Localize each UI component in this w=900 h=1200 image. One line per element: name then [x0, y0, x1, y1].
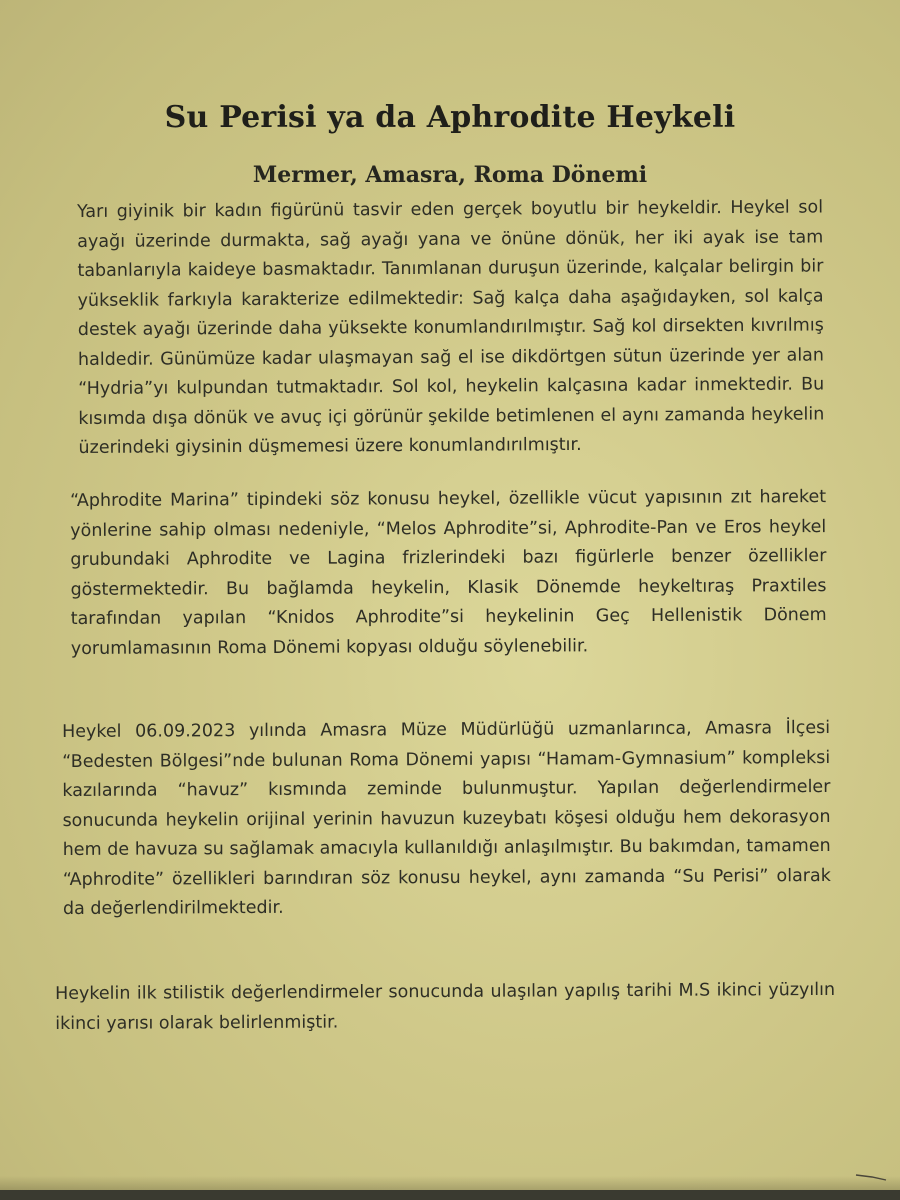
plaque-title: Su Perisi ya da Aphrodite Heykeli [164, 100, 736, 136]
plaque-subtitle: Mermer, Amasra, Roma Dönemi [252, 162, 648, 189]
dating-paragraph: Heykelin ilk stilistik değerlendirmeler sonucunda ulaşılan yapılış tarihi M.S ikinci yüzyılın ikinci yarısı olarak belirlenmiştir. [55, 979, 836, 1034]
surface-scratch [854, 1172, 888, 1182]
frame-shadow [0, 1176, 900, 1190]
comparison-paragraph: “Aphrodite Marina” tipindeki söz konusu heykel, özellikle vücut yapısının zıt hareket yönlerine sahip olması nedeniyle, “Melos Aphrodite”si, Aphrodite-Pan ve Eros heykel grubundaki Aphrodite ve Lagina frizlerindeki bazı figürlerle benzer özellikler göstermektedir. Bu bağlamda heykelin, Klasik Dönemde heykeltıraş Praxtiles tarafından yapılan “Knidos Aphrodite”si heykelinin Geç Hellenistik Dönem yorumlamasının Roma Dönemi kopyası olduğu söylenebilir. [70, 487, 827, 659]
discovery-paragraph: Heykel 06.09.2023 yılında Amasra Müze Müdürlüğü uzmanlarınca, Amasra İlçesi “Bedesten Bölgesi”nde bulunan Roma Dönemi yapısı “Hamam-Gymnasium” kompleksi kazılarında “havuz” kısmında zeminde bulunmuştur. Yapılan değerlendirmeler sonucunda heykelin orijinal yerinin havuzun kuzeybatı köşesi olduğu hem dekorasyon hem de havuza su sağlamak amacıyla kullanıldığı anlaşılmıştır. Bu bakımdan, tamamen “Aphrodite” özellikleri barındıran söz konusu heykel, aynı zamanda “Su Perisi” olarak da değerlendirilmektedir. [62, 717, 831, 919]
plaque-frame-edge [0, 1190, 900, 1200]
description-paragraph-1: Yarı giyinik bir kadın figürünü tasvir eden gerçek boyutlu bir heykeldir. Heykel sol ayağı üzerinde durmakta, sağ ayağı yana ve önüne dönük, her iki ayak ise tam tabanlarıyla kaideye basmaktadır. Tanımlanan duruşun üzerinde, kalçalar belirgin bir yükseklik farkıyla karakterize edilmektedir: Sağ kalça daha aşağıdayken, sol kalça destek ayağı üzerinde daha yüksekte konumlandırılmıştır. Sağ kol dirsekten kıvrılmış haldedir. Günümüze kadar ulaşmayan sağ el ise dikdörtgen sütun üzerinde yer alan “Hydria”yı kulpundan tutmaktadır. Sol kol, heykelin kalçasına kadar inmektedir. Bu kısımda dışa dönük ve avuç içi görünür şekilde betimlenen el aynı zamanda heykelin üzerindeki giysinin düşmemesi üzere konumlandırılmıştır. [77, 197, 825, 458]
